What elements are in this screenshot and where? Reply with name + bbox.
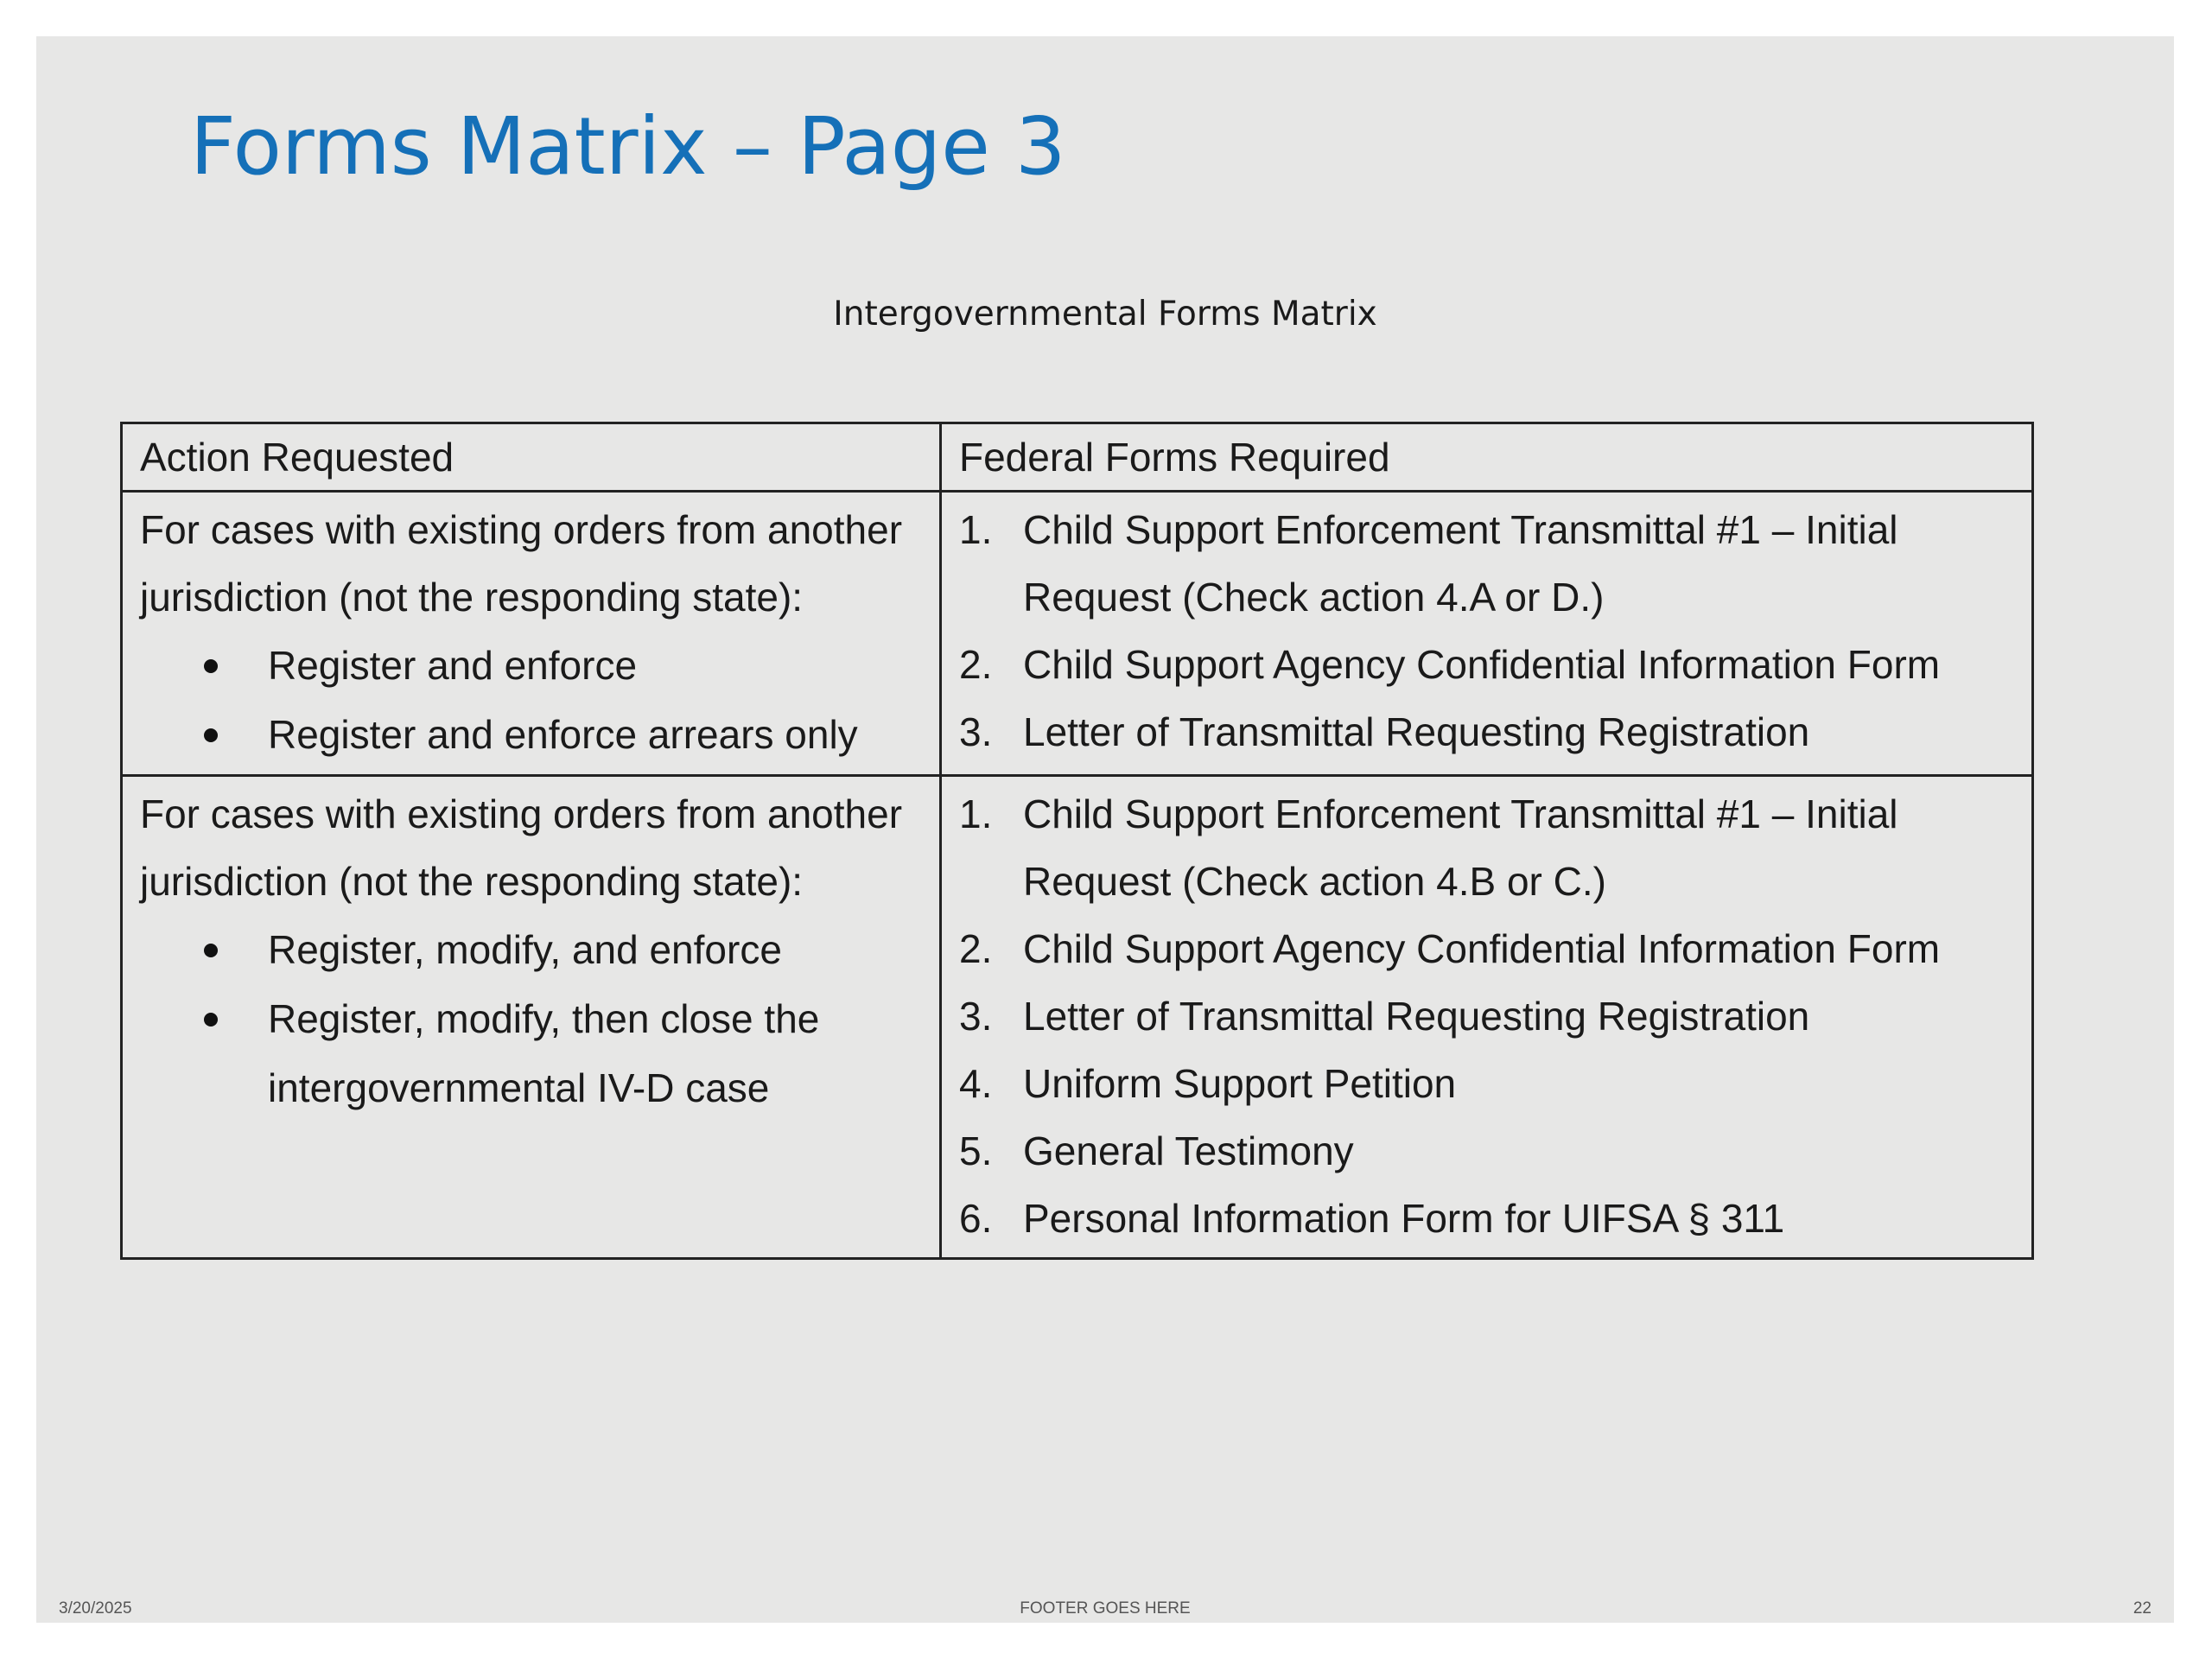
table-row [122,776,2033,1259]
slide [36,36,2174,1623]
action-item: Register, modify, and enforce [204,915,922,984]
action-intro: For cases with existing orders from another jurisdiction (not the responding state): [140,507,903,620]
form-item [959,496,2014,631]
form-name: Letter of Transmittal Requesting Registration [1023,709,1810,754]
form-name: Child Support Agency Confidential Information Form [1023,642,1941,687]
form-item [959,915,2014,982]
slide-title: Forms Matrix – Page 3 [190,100,1066,193]
form-number: 1. [959,507,993,552]
form-name: General Testimony [1023,1128,1354,1173]
action-list [140,631,922,769]
header-action-requested: Action Requested [122,423,941,492]
action-intro: For cases with existing orders from another jurisdiction (not the responding state): [140,791,903,904]
form-name: Uniform Support Petition [1023,1061,1457,1106]
form-number: 2. [959,926,993,971]
form-number: 2. [959,642,993,687]
form-name: Letter of Transmittal Requesting Registration [1023,994,1810,1039]
action-item: Register and enforce [204,631,922,700]
footer-text: FOOTER GOES HERE [1020,1599,1191,1618]
form-item [959,1050,2014,1117]
form-item [959,1117,2014,1185]
form-item [959,631,2014,698]
form-number: 1. [959,791,993,836]
forms-list [959,780,2014,1252]
table-row [122,492,2033,776]
form-number: 3. [959,709,993,754]
form-item [959,982,2014,1050]
form-name: Personal Information Form for UIFSA § 311 [1023,1196,1785,1241]
form-number: 4. [959,1061,993,1106]
form-number: 6. [959,1196,993,1241]
action-item: Register and enforce arrears only [204,700,922,769]
forms-cell [941,492,2033,776]
footer-page-number: 22 [2133,1599,2152,1618]
forms-list [959,496,2014,766]
form-name: Child Support Enforcement Transmittal #1 – Initial Request (Check action 4.B or C.) [1023,791,1898,904]
header-federal-forms-required: Federal Forms Required [941,423,2033,492]
forms-cell [941,776,2033,1259]
action-list [140,915,922,1122]
form-number: 5. [959,1128,993,1173]
action-cell [122,492,941,776]
form-name: Child Support Enforcement Transmittal #1 – Initial Request (Check action 4.A or D.) [1023,507,1898,620]
forms-matrix-table [120,422,2034,1260]
table-caption: Intergovernmental Forms Matrix [833,295,1377,334]
form-item [959,780,2014,915]
action-cell [122,776,941,1259]
form-name: Child Support Agency Confidential Information Form [1023,926,1941,971]
form-item [959,698,2014,766]
footer-date: 3/20/2025 [59,1599,132,1618]
form-number: 3. [959,994,993,1039]
action-item: Register, modify, then close the intergovernmental IV-D case [204,984,922,1122]
table-header-row [122,423,2033,492]
form-item [959,1185,2014,1252]
